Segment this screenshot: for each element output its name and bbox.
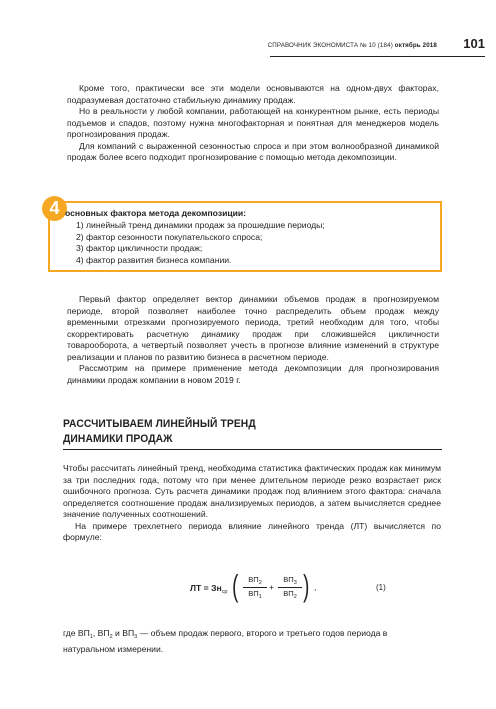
callout-number-badge: 4	[42, 196, 67, 221]
section-heading-line: РАССЧИТЫВАЕМ ЛИНЕЙНЫЙ ТРЕНД	[63, 418, 256, 430]
running-header	[267, 36, 485, 57]
paragraph: На примере трехлетнего периода влияние линейного тренда (ЛТ) вычисляется по формуле:	[63, 520, 441, 542]
issue-date: октябрь 2018	[394, 42, 437, 49]
formula-trail: ,	[314, 582, 317, 592]
paragraph: Первый фактор определяет вектор динамики объемов продаж в прогнозируемом периоде, второй позволяет наиболее точно распределить объем продаж между временными отрезками прогнозируемого периода, третий необходим для того, чтобы скорректировать расчетную динамику продаж при сложившейся цикличности товарооборота, а четвертый позволяет учесть в прогнозе влияние изменений в структуре реализации и планов по развитию бизнеса в расчетном периоде.	[67, 294, 439, 362]
callout-title: основных фактора метода декомпозиции:	[65, 208, 247, 218]
factors-list	[76, 220, 325, 266]
paragraph: Кроме того, практически все эти модели основываются на одном-двух факторах, подразумевая достаточно стабильную динамику продаж.	[67, 83, 439, 105]
page-number: 101	[463, 36, 485, 51]
paragraph: Чтобы рассчитать линейный тренд, необходима статистика фактических продаж как минимум за три последних года, потому что при менее длительном периоде резко возрастает риск ошибочного прогноза. Суть расчета динамики продаж под влиянием этого фактора: сначала определяется соотношение продаж анализируемых периодов, а затем вычисляется среднее значение полученных соотношений.	[63, 463, 441, 519]
paragraph: Но в реальности у любой компании, работающей на конкурентном рынке, есть периоды подъемов и спадов, поэтому нужна многофакторная и понятная для менеджеров модель прогнозирования продаж.	[67, 106, 439, 139]
formula-left-paren: (	[232, 568, 239, 603]
linear-trend-formula	[190, 569, 440, 609]
list-item: 2) фактор сезонности покупательского спроса;	[76, 231, 263, 242]
paragraph: Для компаний с выраженной сезонностью спроса и при этом волнообразной динамикой продаж более всего подходит прогнозирование с помощью метода декомпозиции.	[67, 140, 439, 162]
formula-fraction-2: $ВП_3$ $ВП_2$	[278, 575, 302, 600]
formula-lhs: ЛТ = $Зн_{ср}$	[190, 583, 228, 595]
list-item: 1) линейный тренд динамики продаж за прошедшие периоды;	[76, 220, 325, 230]
journal-title: СПРАВОЧНИК ЭКОНОМИСТА № 10 (184) октябрь 2018	[267, 42, 437, 49]
paragraph: Рассмотрим на примере применение метода декомпозиции для прогнозирования динамики продаж компании в новом 2019 г.	[67, 363, 439, 385]
formula-right-paren: )	[303, 568, 310, 603]
formula-definition: где $ВП_1$, $ВП_2$ и $ВП_3$ — объем продаж первого, второго и третьего годов периода в натуральном измерении.	[63, 628, 388, 654]
section-heading	[63, 417, 442, 450]
intro-text	[67, 83, 439, 164]
factors-explanation	[67, 294, 439, 386]
section-text	[63, 463, 441, 544]
formula-fraction-1: $ВП_2$ $ВП_1$	[243, 575, 267, 600]
list-item: 4) фактор развития бизнеса компании.	[76, 254, 232, 265]
equation-number: (1)	[376, 583, 386, 592]
factors-callout	[48, 198, 442, 272]
list-item: 3) фактор цикличности продаж;	[76, 243, 203, 254]
section-heading-line: ДИНАМИКИ ПРОДАЖ	[63, 433, 173, 445]
formula-plus: +	[269, 582, 275, 592]
